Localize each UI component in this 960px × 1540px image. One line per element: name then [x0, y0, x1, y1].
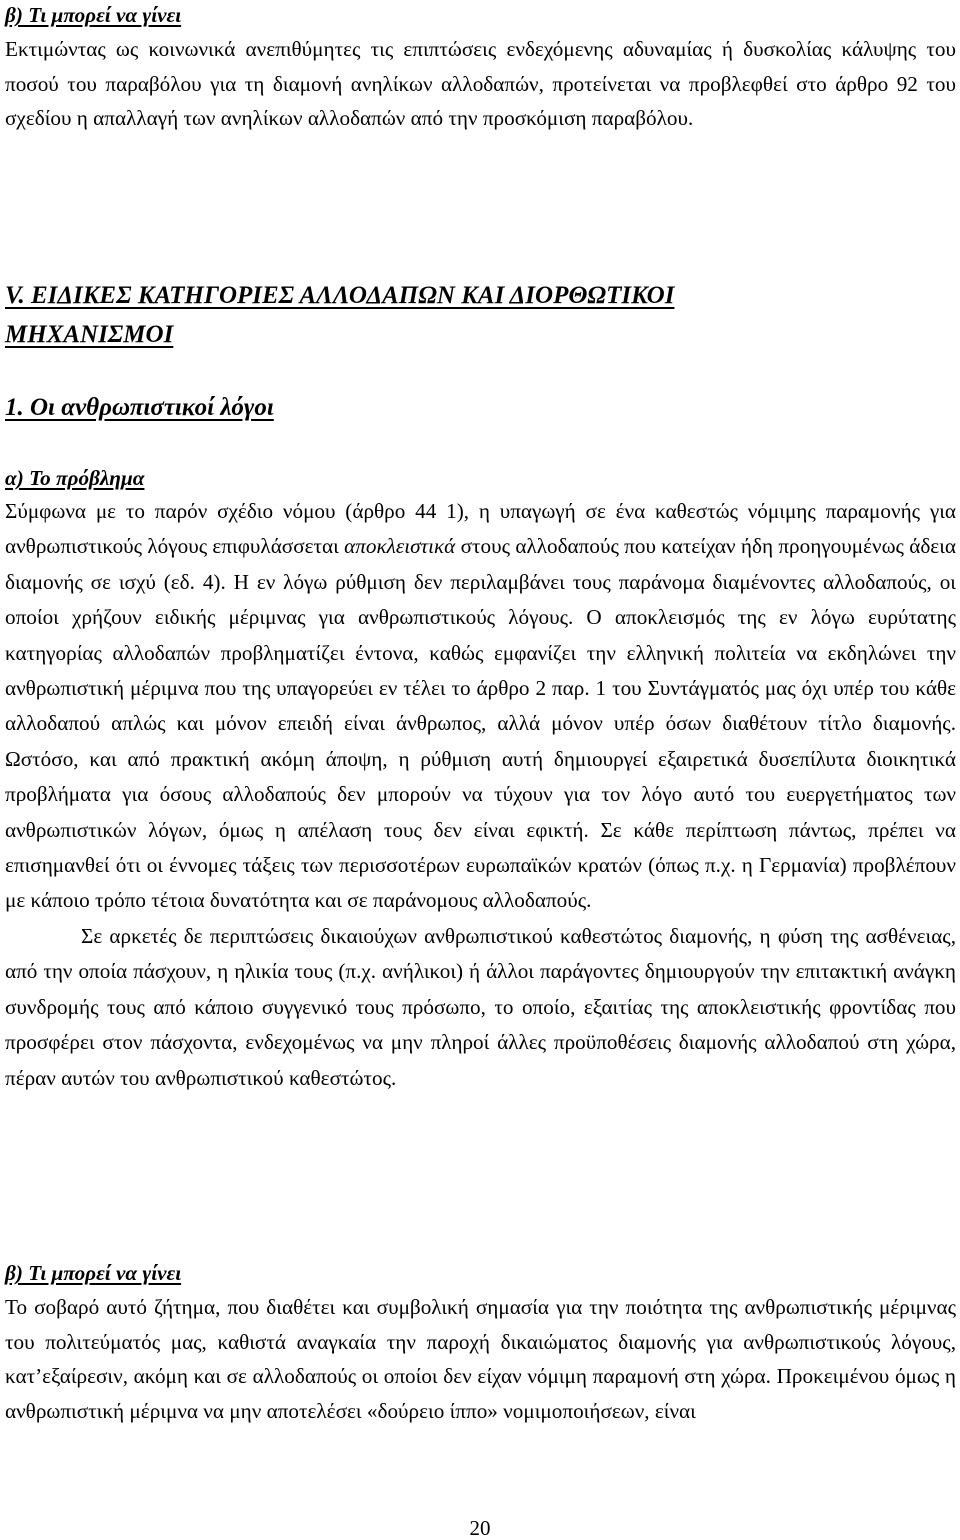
section-b2-title: β) Τι μπορεί να γίνει	[5, 1261, 182, 1285]
chapter-heading	[5, 278, 956, 352]
section-b2	[5, 1258, 956, 1428]
p1-emphasis: αποκλειστικά	[344, 534, 456, 559]
section-a-paragraph-2: Σε αρκετές δε περιπτώσεις δικαιούχων ανθρωπιστικού καθεστώτος διαμονής, η φύση της ασθένειας, από την οποία πάσχουν, η ηλικία τους (π.χ. ανήλικοι) ή άλλοι παράγοντες δημιουργούν την επιτακτική ανάγκη συνδρομής τους από κάποιο συγγενικό τους πρόσωπο, το οποίο, εξαιτίας της αποκλειστικής φροντίδας που προσφέρει στον πάσχοντα, ενδεχομένως να μην πληροί άλλες προϋποθέσεις διαμονής αλλοδαπού στη χώρα, πέραν αυτών του ανθρωπιστικού καθεστώτος.	[5, 923, 956, 1090]
page-number: 20	[469, 1516, 491, 1540]
section-b1	[5, 0, 956, 136]
section-a	[5, 462, 956, 1096]
chapter-title-line2: ΜΗΧΑΝΙΣΜΟΙ	[5, 321, 174, 348]
subsection-title: 1. Οι ανθρωπιστικοί λόγοι	[5, 394, 274, 421]
p1-text-start: Σύμφωνα με το παρόν σχέδιο νόμου (άρθρο 44 1), η υπαγωγή σε ένα καθεστώς νόμιμης παραμονής για ανθρωπιστικούς λόγους επιφυλάσσεται	[5, 499, 956, 559]
p1-text-end: στους αλλοδαπούς που κατείχαν ήδη προηγουμένως άδεια διαμονής σε ισχύ (εδ. 4). Η εν λόγω ρύθμιση δεν περιλαμβάνει τους παράνομα διαμένοντες αλλοδαπούς, οι οποίοι χρήζουν ειδικής μέριμνας για ανθρωπιστικούς λόγους. Ο αποκλεισμός της εν λόγω ευρύτατης κατηγορίας αλλοδαπών προβληματίζει έντονα, καθώς εμφανίζει την ελληνική πολιτεία να εκδηλώνει την ανθρωπιστική μέριμνα που της υπαγορεύει εν τέλει το άρθρο 2 παρ. 1 του Συντάγματός μας όχι υπέρ του κάθε αλλοδαπού απλώς και μόνον επειδή είναι άνθρωπος, αλλά μόνον υπέρ όσων διαθέτουν τίτλο διαμονής. Ωστόσο, και από πρακτική ακόμη άποψη, η ρύθμιση αυτή δημιουργεί εξαιρετικά δυσεπίλυτα διοικητικά προβλήματα για όσους αλλοδαπούς δεν μπορούν να τύχουν για τον λόγο αυτό του ευεργετήματος των ανθρωπιστικών λόγων, όμως η απέλαση τους δεν είναι εφικτή. Σε κάθε περίπτωση πάντως, πρέπει να επισημανθεί ότι οι έννομες τάξεις των περισσοτέρων ευρωπαϊκών κρατών (όπως π.χ. η Γερμανία) προβλέπουν με κάποιο τρόπο τέτοια δυνατότητα και σε παράνομους αλλοδαπούς.	[5, 534, 957, 913]
section-a-title: α) Το πρόβλημα	[5, 466, 145, 490]
section-a-paragraph-1	[5, 494, 956, 919]
section-b1-title: β) Τι μπορεί να γίνει	[5, 3, 182, 27]
section-b1-text: Εκτιμώντας ως κοινωνικά ανεπιθύμητες τις επιπτώσεις ενδεχόμενης αδυναμίας ή δυσκολίας κάλυψης του ποσού του παραβόλου για τη διαμονή ανηλίκων αλλοδαπών, προτείνεται να προβλεφθεί στο άρθρο 92 του σχεδίου η απαλλαγή των ανηλίκων αλλοδαπών από την προσκόμιση παραβόλου.	[5, 37, 956, 130]
section-b2-text: Το σοβαρό αυτό ζήτημα, που διαθέτει και συμβολική σημασία για την ποιότητα της ανθρωπιστικής μέριμνας του πολιτεύματός μας, καθιστά αναγκαία την παροχή δικαιώματος διαμονής για ανθρωπιστικούς λόγους, κατ’εξαίρεσιν, ακόμη και σε αλλοδαπούς οι οποίοι δεν είχαν νόμιμη παραμονή στη χώρα. Προκειμένου όμως η ανθρωπιστική μέριμνα να μην αποτελέσει «δούρειο ίππο» νομιμοποιήσεων, είναι	[5, 1295, 956, 1423]
chapter-title-line1: V. ΕΙΔΙΚΕΣ ΚΑΤΗΓΟΡΙΕΣ ΑΛΛΟΔΑΠΩΝ ΚΑΙ ΔΙΟΡΘΩΤΙΚΟΙ	[5, 282, 675, 309]
